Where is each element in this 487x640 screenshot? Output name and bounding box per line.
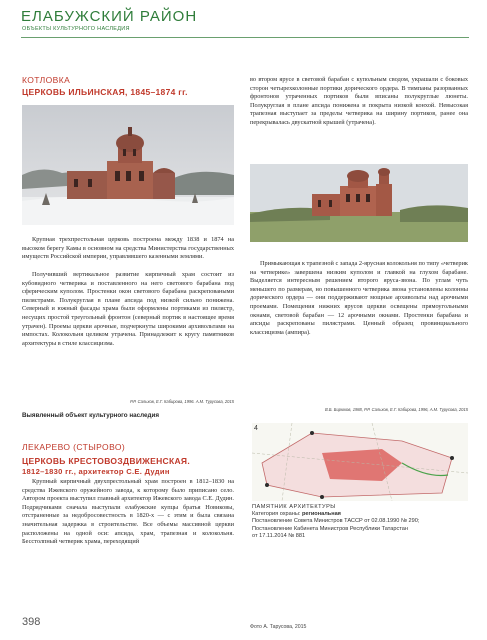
site-protection-map	[252, 423, 468, 501]
kotlovka-text-intro: Крупная трехпрестольная церковь построена между 1838 и 1874 на высоком берегу Камы в основном на средства Министерства государственных имуществ Российской империи, управлявшего казенными землями.	[22, 236, 234, 261]
church-title-ilyinskaya: ЦЕРКОВЬ ИЛЬИНСКАЯ, 1845–1874 гг.	[22, 87, 188, 97]
protection-decree-2: Постановление Кабинета Министров Республики Татарстан	[252, 525, 408, 532]
protection-category-row	[252, 511, 468, 518]
right-column-text-belltower: Примыкающая к трапезной с запада 2-ярусная колокольня по типу «четверик на четверике» завершена низким куполом и главкой на глухом барабане. Выделяется интересным решением второго яруса-звона. По углам чуть меньшего по размерам, но повышенного четверика звона установлены колонны дорического ордера — они поддерживают мощные архивольты над арочными проемами. Помещения нижних ярусов церкви освещены прямоугольными окнами, световой барабан — 12 арочными окнами. Простенки барабана и апсиды раскрепованы пилястрами. Ценный образец провинциального классицизма (ампира).	[250, 260, 468, 336]
photo-kotlovka-church-winter	[22, 105, 234, 225]
map-marker-number: 4	[254, 425, 258, 432]
place-name-kotlovka: КОТЛОВКА	[22, 75, 71, 85]
page-number: 398	[22, 616, 41, 628]
kotlovka-text-description: Получивший вертикальное развитие кирпичный храм состоит из кубовидного четверика и поставленного на него светового барабана под сферическим куполом. Простенки окон светового барабана раскреповаными пилястрами. Полукруглая в плане апсида под низкой сильно понижена. Северный и южный фасады храма были оформлены портиками из пилястр, несущих простой треугольный фронтон (северный портик в настоящее время утрачен). Проемы церкви арочные, подчеркнуты широкими архивольтами на импостах. Колокольня целиком утрачена. Принадлежит к кругу памятников архитектуры в стиле классицизма.	[22, 271, 234, 347]
heritage-status-label: Выявленный объект культурного наследия	[22, 412, 160, 419]
header-divider	[21, 37, 469, 38]
place-name-lekarevo: ЛЕКАРЕВО (СТЫРОВО)	[22, 442, 126, 452]
protection-decree-1: Постановление Совета Министров ТАССР от 02.08.1990 № 290;	[252, 518, 420, 525]
right-column-credit: В.Б. Бирюков, 1988, Р.Р. Сальхов, Е.Г. Кабирова, 1996, А.М. Турусова, 2015	[324, 407, 468, 412]
protection-info	[252, 504, 468, 540]
region-subtitle: ОБЪЕКТЫ КУЛЬТУРНОГО НАСЛЕДИЯ	[22, 26, 130, 32]
right-column-text-top: во втором ярусе в световой барабан с купольным сводом, украшали с боковых сторон четырехколонные портики дорического ордера. В тимпаны разорванных фронтонов утраченных портиков были вписаны полукруглые люнеты. Полукруглая в плане апсида понижена и покрыта низкой конхой. Невысокая трапезная выступает за пределы четверика на ширину портиков, ранее она перекрывалась двускатной крышей (утрачена).	[250, 76, 468, 126]
protection-category-value: региональная	[302, 511, 341, 518]
region-title: ЕЛАБУЖСКИЙ РАЙОН	[21, 8, 198, 25]
photo-lekarevo-church-summer	[250, 164, 468, 242]
protection-category-label: Категория охраны:	[252, 511, 301, 518]
church-title-krestovozdvizhenskaya: ЦЕРКОВЬ КРЕСТОВОЗДВИЖЕНСКАЯ.	[22, 456, 190, 466]
church-date-architect: 1812–1830 гг., архитектор С.Е. Дудин	[22, 467, 170, 476]
protection-decree-3: от 17.11.2014 № 881	[252, 532, 306, 539]
kotlovka-photo-credit: Р.Р. Сальхов, Е.Г. Кабирова, 1996. А.М. Турусова, 2015	[130, 399, 234, 404]
protection-title: ПАМЯТНИК АРХИТЕКТУРЫ	[252, 504, 336, 510]
footer-photo-credit: Фото А. Тарусова, 2015	[250, 624, 307, 630]
lekarevo-text: Крупный кирпичный двухпрестольный храм построен в 1812–1830 на средства Ижевского оружейного завода, к которому было приписано село. Автором проекта выступил главный архитектор Ижевского завода С.Е. Дудин. Подрядчиками сначала выступали елабужские купцы братья Новиковы, отстраненные за недобросовестность в 1820-х — с этим и была связана значительная задержка в строительстве. Все объемы массивной церкви расположены на одной оси: апсида, храм, трапезная и колокольня. Бесстолпный четверик храма, переходящий	[22, 478, 234, 546]
